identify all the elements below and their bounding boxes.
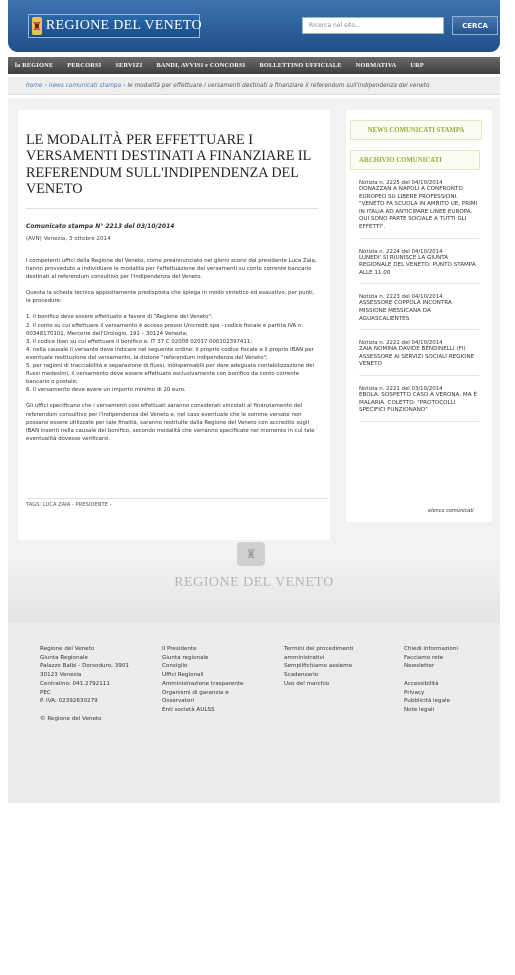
search-input[interactable] — [302, 17, 444, 34]
footer-link[interactable]: Pubblicità legale — [404, 698, 451, 705]
footer-text: Palazzo Balbi - Dorsoduro, 3901 — [40, 663, 129, 670]
article-title: LE MODALITÀ PER EFFETTUARE I VERSAMENTI DESTINATI A FINANZIARE IL REFERENDUM SULL'INDIPENDENZA DEL VENETO — [26, 131, 311, 197]
footer-text: 30123 Venezia — [40, 672, 82, 679]
list-item[interactable] — [359, 386, 479, 422]
news-meta: Notizia n. 2223 del 04/10/2014 — [359, 294, 443, 301]
news-heading-box[interactable] — [350, 120, 482, 140]
list-item[interactable] — [359, 180, 479, 239]
list-item[interactable] — [359, 340, 479, 376]
footer-text: P. IVA: 02392630279 — [40, 698, 98, 705]
archive-heading-box — [350, 150, 480, 170]
divider — [26, 498, 328, 499]
list-item: 5. per ragioni di tracciabilità e separazione di flussi, indispensabili per dare adeguata contabilizzazione dei flussi medesimi, il versamento deve essere effettuato esclusivamente con bonifico da conto corrente bancario o postale; — [26, 363, 315, 386]
divider — [359, 375, 479, 376]
footer-link[interactable]: Newsletter — [404, 663, 435, 670]
footer-col-contacts — [40, 645, 129, 723]
divider — [359, 421, 479, 422]
news-title[interactable]: ASSESSORE COPPOLA INCONTRA MISSIONE MESSICANA DA AGUASCALIENTES — [359, 300, 452, 322]
points-list — [26, 313, 318, 394]
news-meta: Notizia n. 2222 del 04/10/2014 — [359, 340, 443, 347]
site-logo[interactable] — [28, 14, 200, 38]
news-title[interactable]: ZAIA NOMINA DAVIDE BENDINELLI (FI) ASSESSORE AI SERVIZI SOCIALI REGIONE VENETO — [359, 346, 475, 368]
lion-emblem-icon: ♜ — [237, 542, 265, 566]
divider — [359, 283, 479, 284]
divider — [359, 329, 479, 330]
news-title[interactable]: DONAZZAN A NAPOLI A CONFRONTO EUROPEO SU LIBERE PROFESSIONI. "VENETO FA SCUOLA IN AMBITO UE, PRIMI IN ITALIA AD ANTICIPARE LINEE EUROPA. QUI SONO PARTE SOCIALE A TUTTI GLI EFFETTI". — [359, 186, 478, 230]
footer-link[interactable]: amministrativi — [284, 654, 325, 661]
nav-item-percorsi[interactable]: PERCORSI — [67, 62, 102, 69]
breadcrumb-separator: › — [44, 82, 47, 89]
footer-link[interactable]: Scadenzario — [284, 672, 319, 679]
footer-text: Regione del Veneto — [40, 646, 95, 652]
list-item: 1. il bonifico deve essere effettuato a favore di "Regione del Veneto"; — [26, 314, 213, 321]
tags[interactable]: TAGS: LUCA ZAIA - PRESIDENTE - — [26, 502, 112, 508]
footer-logo-text: REGIONE DEL VENETO — [174, 575, 334, 590]
footer-link[interactable]: Osservatori — [162, 698, 195, 705]
news-list — [359, 180, 479, 432]
footer-link[interactable]: Amministrazione trasparente — [162, 680, 244, 687]
list-item: 3. il codice Iban su cui effettuare il bonifico è: IT 37 C 02008 02017 000102397411; — [26, 338, 253, 345]
dateline: (AVN) Venezia, 3 ottobre 2014 — [26, 236, 111, 242]
footer-link[interactable]: Accessibilità — [404, 680, 439, 687]
footer-link[interactable]: Privacy — [404, 689, 425, 696]
search-button[interactable]: CERCA — [452, 16, 498, 35]
breadcrumb-section[interactable]: news comunicati stampa — [48, 82, 122, 89]
list-item[interactable] — [359, 249, 479, 285]
nav-item-servizi[interactable]: SERVIZI — [115, 62, 143, 69]
breadcrumb-home[interactable]: home — [26, 82, 43, 89]
footer-text: Centralino: 041.2792111 — [40, 680, 110, 687]
footer-col-services — [284, 645, 353, 689]
footer-link[interactable]: Enti società AULSS — [162, 706, 215, 713]
news-title[interactable]: EBOLA: SOSPETTO CASO A VERONA, MA È MALARIA. COLETTO: "PROTOCOLLI SPECIFICI FUNZIONANO" — [359, 391, 477, 414]
sidebar — [346, 110, 492, 522]
breadcrumb-separator: › — [123, 82, 126, 89]
footer-link[interactable]: Semplifichiamo assieme — [284, 663, 353, 670]
lion-emblem-icon: ♜ — [32, 17, 42, 35]
breadcrumb-current: le modalità per effettuare i versamenti destinati a finanziare il referendum sull'indipendenza del veneto — [127, 82, 430, 89]
main-nav — [8, 57, 500, 74]
footer-link[interactable]: Consiglio — [162, 663, 188, 670]
search-placeholder: Ricerca nel sito... — [309, 22, 361, 29]
footer-link[interactable]: Facciamo rete — [404, 654, 444, 661]
list-item[interactable] — [359, 294, 479, 330]
footer-link[interactable]: Il Presidente — [162, 646, 197, 652]
footer-spacer — [404, 671, 458, 680]
article — [18, 110, 330, 540]
footer-spacer — [40, 706, 129, 715]
footer — [8, 623, 500, 803]
news-title[interactable]: LUNEDI' SI RIUNISCE LA GIUNTA REGIONALE DEL VENETO: PUNTO STAMPA ALLE 11.00 — [359, 254, 476, 276]
footer-link[interactable]: Organismi di garanzia e — [162, 689, 229, 696]
paragraph: I competenti uffici della Regione del Veneto, come preannunciato nei giorni scorsi dal presidente Luca Zaia, hanno provveduto a individuare le modalità per l'effettuazione dei versamenti su conto corrente bancario destinati al referendum consultivo per l'indipendenza del Veneto. — [26, 258, 317, 281]
list-item: 4. nella causale il versante deve indicare nel seguente ordine: il proprio codice fiscale e il proprio IBAN per eventuale restituzione del versamento, la dizione "referendum indipendenza del Veneto"; — [26, 346, 314, 361]
footer-copyright: © Regione del Veneto — [40, 715, 102, 722]
list-item: 6. il versamento deve avere un importo minimo di 20 euro. — [26, 387, 186, 394]
paragraph: Gli uffici specificano che i versamenti così effettuati saranno considerati vincolati al finanziamento del referendum consultivo per l'indipendenza del Veneto e, nel caso eventuale che le somme versate non possano essere utilizzate per tale finalità, saranno restituite dalla Regione del Veneto con accredito sugli IBAN inseriti nella causale del bonifico, secondo modalità che verranno specificate nel momento in cui tale eventualità dovesse verificarsi. — [26, 403, 315, 442]
nav-item-bandi[interactable]: BANDI, AVVISI e CONCORSI — [156, 62, 246, 69]
news-meta: Notizia n. 2221 del 03/10/2014 — [359, 385, 443, 392]
footer-link[interactable]: Uffici Regionali — [162, 672, 204, 679]
paragraph: Questa la scheda tecnica appositamente predisposta che spiega in modo sintetico ed esaustivo, per punti, le procedure: — [26, 290, 315, 305]
list-item: 2. il conto su cui effettuare il versamento è acceso presso Unicredit spa - codice fiscale e partita IVA n. 00348170101, Mercerie dell'Orologio, 191 – 30124 Venezia; — [26, 322, 304, 337]
main-content — [8, 98, 500, 548]
article-body — [26, 257, 318, 451]
divider — [359, 238, 479, 239]
footer-col-info — [404, 645, 458, 715]
nav-item-urp[interactable]: URP — [410, 62, 424, 69]
nav-item-bollettino[interactable]: BOLLETTINO UFFICIALE — [259, 62, 342, 69]
nav-item-normativa[interactable]: NORMATIVA — [355, 62, 397, 69]
footer-link[interactable]: Termini dei procedimenti — [284, 646, 354, 652]
more-news-link[interactable]: elenco comunicati — [428, 508, 474, 514]
divider — [26, 208, 318, 209]
press-release-number: Comunicato stampa N° 2213 del 03/10/2014 — [26, 223, 175, 230]
footer-text: Giunta Regionale — [40, 654, 88, 661]
footer-link-pec[interactable]: PEC — [40, 689, 51, 696]
header — [8, 0, 500, 52]
news-meta: Notizia n. 2225 del 04/10/2014 — [359, 180, 443, 186]
footer-link[interactable]: Uso del marchio — [284, 680, 330, 687]
footer-link[interactable]: Note legali — [404, 706, 435, 713]
nav-item-regione[interactable]: la REGIONE — [15, 62, 54, 69]
footer-logo-area — [8, 548, 500, 623]
news-heading: NEWS COMUNICATI STAMPA — [367, 126, 465, 134]
logo-text: REGIONE DEL VENETO — [45, 18, 202, 33]
footer-link[interactable]: Chiedi informazioni — [404, 646, 458, 652]
archive-heading: ARCHIVIO COMUNICATI — [359, 156, 442, 164]
breadcrumb — [8, 77, 500, 95]
footer-link[interactable]: Giunta regionale — [162, 654, 209, 661]
news-meta: Notizia n. 2224 del 04/10/2014 — [359, 248, 443, 255]
footer-col-institutions — [162, 645, 244, 715]
